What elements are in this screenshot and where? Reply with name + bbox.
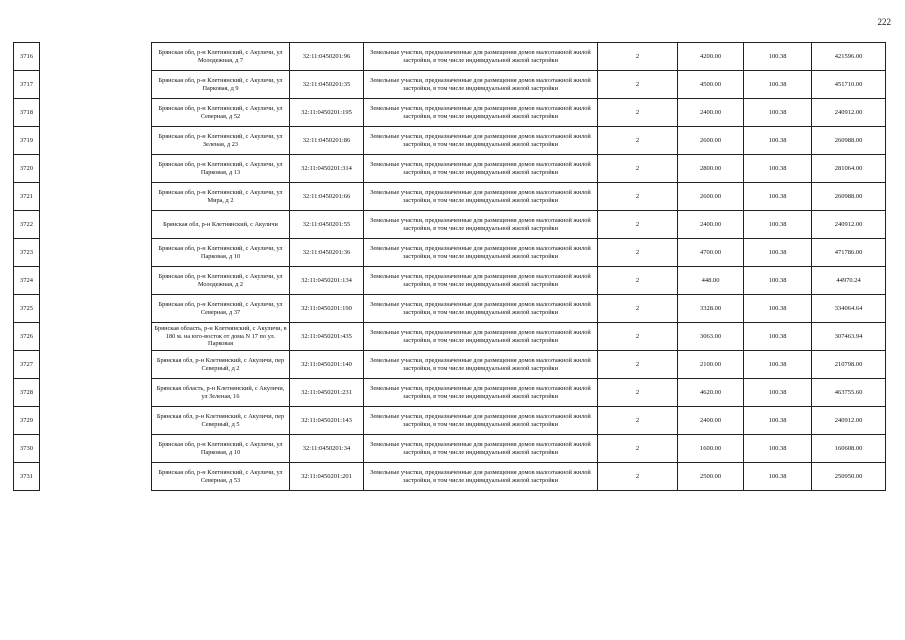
- spacer-cell: [40, 295, 152, 323]
- row-number-cell: 3720: [14, 155, 40, 183]
- group-number-cell: 2: [598, 211, 678, 239]
- spacer-cell: [40, 435, 152, 463]
- specific-value-cell: 100.38: [744, 295, 812, 323]
- row-number-cell: 3722: [14, 211, 40, 239]
- table-row: [14, 127, 886, 155]
- land-use-purpose-cell: Земельные участки, предназначенные для размещения домов малоэтажной жилой застройки, в том числе индивидуальной жилой застройки: [364, 323, 598, 351]
- land-use-purpose-cell: Земельные участки, предназначенные для размещения домов малоэтажной жилой застройки, в том числе индивидуальной жилой застройки: [364, 267, 598, 295]
- cadastral-number-cell: 32:11:0450201:96: [290, 43, 364, 71]
- area-cell: 448.00: [678, 267, 744, 295]
- row-number-cell: 3719: [14, 127, 40, 155]
- cadastral-number-cell: 32:11:0450201:86: [290, 127, 364, 155]
- land-use-purpose-cell: Земельные участки, предназначенные для размещения домов малоэтажной жилой застройки, в том числе индивидуальной жилой застройки: [364, 155, 598, 183]
- land-use-purpose-cell: Земельные участки, предназначенные для размещения домов малоэтажной жилой застройки, в том числе индивидуальной жилой застройки: [364, 127, 598, 155]
- land-use-purpose-cell: Земельные участки, предназначенные для размещения домов малоэтажной жилой застройки, в том числе индивидуальной жилой застройки: [364, 463, 598, 491]
- area-cell: 4500.00: [678, 71, 744, 99]
- table-row: [14, 71, 886, 99]
- group-number-cell: 2: [598, 43, 678, 71]
- cadastral-number-cell: 32:11:0450201:140: [290, 351, 364, 379]
- spacer-cell: [40, 463, 152, 491]
- group-number-cell: 2: [598, 155, 678, 183]
- land-use-purpose-cell: Земельные участки, предназначенные для размещения домов малоэтажной жилой застройки, в том числе индивидуальной жилой застройки: [364, 351, 598, 379]
- land-use-purpose-cell: Земельные участки, предназначенные для размещения домов малоэтажной жилой застройки, в том числе индивидуальной жилой застройки: [364, 407, 598, 435]
- specific-value-cell: 100.38: [744, 267, 812, 295]
- spacer-cell: [40, 155, 152, 183]
- specific-value-cell: 100.38: [744, 43, 812, 71]
- row-number-cell: 3716: [14, 43, 40, 71]
- address-cell: Брянская обл, р-н Клетнянский, с Акуличи, ул Мира, д 2: [152, 183, 290, 211]
- group-number-cell: 2: [598, 99, 678, 127]
- address-cell: Брянская обл, р-н Клетнянский, с Акуличи, ул Северная, д 52: [152, 99, 290, 127]
- cadastral-number-cell: 32:11:0450201:314: [290, 155, 364, 183]
- cadastral-value-cell: 281064.00: [812, 155, 886, 183]
- area-cell: 2500.00: [678, 463, 744, 491]
- address-cell: Брянская обл, р-н Клетнянский, с Акуличи, пер Северный, д 2: [152, 351, 290, 379]
- spacer-cell: [40, 127, 152, 155]
- cadastral-value-cell: 307463.94: [812, 323, 886, 351]
- area-cell: 4700.00: [678, 239, 744, 267]
- specific-value-cell: 100.38: [744, 71, 812, 99]
- cadastral-number-cell: 32:11:0450201:55: [290, 211, 364, 239]
- row-number-cell: 3730: [14, 435, 40, 463]
- land-register-sheet: [13, 42, 885, 491]
- area-cell: 1600.00: [678, 435, 744, 463]
- land-use-purpose-cell: Земельные участки, предназначенные для размещения домов малоэтажной жилой застройки, в том числе индивидуальной жилой застройки: [364, 379, 598, 407]
- group-number-cell: 2: [598, 435, 678, 463]
- land-use-purpose-cell: Земельные участки, предназначенные для размещения домов малоэтажной жилой застройки, в том числе индивидуальной жилой застройки: [364, 295, 598, 323]
- land-use-purpose-cell: Земельные участки, предназначенные для размещения домов малоэтажной жилой застройки, в том числе индивидуальной жилой застройки: [364, 183, 598, 211]
- cadastral-value-cell: 463755.60: [812, 379, 886, 407]
- cadastral-number-cell: 32:11:0450201:36: [290, 239, 364, 267]
- cadastral-number-cell: 32:11:0450201:66: [290, 183, 364, 211]
- specific-value-cell: 100.38: [744, 323, 812, 351]
- table-row: [14, 351, 886, 379]
- spacer-cell: [40, 407, 152, 435]
- page-number: 222: [877, 17, 891, 27]
- cadastral-number-cell: 32:11:0450201:231: [290, 379, 364, 407]
- spacer-cell: [40, 239, 152, 267]
- group-number-cell: 2: [598, 379, 678, 407]
- group-number-cell: 2: [598, 267, 678, 295]
- table-row: [14, 211, 886, 239]
- table-row: [14, 99, 886, 127]
- cadastral-value-cell: 260988.00: [812, 127, 886, 155]
- group-number-cell: 2: [598, 407, 678, 435]
- group-number-cell: 2: [598, 323, 678, 351]
- cadastral-value-cell: 250950.00: [812, 463, 886, 491]
- area-cell: 4620.00: [678, 379, 744, 407]
- row-number-cell: 3723: [14, 239, 40, 267]
- cadastral-number-cell: 32:11:0450201:143: [290, 407, 364, 435]
- group-number-cell: 2: [598, 351, 678, 379]
- cadastral-value-cell: 160608.00: [812, 435, 886, 463]
- spacer-cell: [40, 43, 152, 71]
- area-cell: 2100.00: [678, 351, 744, 379]
- table-row: [14, 43, 886, 71]
- cadastral-number-cell: 32:11:0450201:201: [290, 463, 364, 491]
- address-cell: Брянская обл, р-н Клетнянский, с Акуличи, ул Парковая, д 13: [152, 155, 290, 183]
- table-row: [14, 239, 886, 267]
- specific-value-cell: 100.38: [744, 155, 812, 183]
- land-register-table: [13, 42, 886, 491]
- row-number-cell: 3729: [14, 407, 40, 435]
- address-cell: Брянская обл, р-н Клетнянский, с Акуличи, ул Молодежная, д 7: [152, 43, 290, 71]
- spacer-cell: [40, 351, 152, 379]
- address-cell: Брянская обл, р-н Клетнянский, с Акуличи, ул Молодежная, д 2: [152, 267, 290, 295]
- cadastral-value-cell: 260988.00: [812, 183, 886, 211]
- specific-value-cell: 100.38: [744, 239, 812, 267]
- table-row: [14, 323, 886, 351]
- cadastral-value-cell: 240912.00: [812, 211, 886, 239]
- address-cell: Брянская область, р-н Клетнянский, с Акуличи, ул Зеленая, 16: [152, 379, 290, 407]
- specific-value-cell: 100.38: [744, 351, 812, 379]
- area-cell: 4200.00: [678, 43, 744, 71]
- cadastral-value-cell: 471786.00: [812, 239, 886, 267]
- spacer-cell: [40, 183, 152, 211]
- row-number-cell: 3718: [14, 99, 40, 127]
- row-number-cell: 3717: [14, 71, 40, 99]
- row-number-cell: 3726: [14, 323, 40, 351]
- area-cell: 2800.00: [678, 155, 744, 183]
- specific-value-cell: 100.38: [744, 463, 812, 491]
- cadastral-value-cell: 44970.24: [812, 267, 886, 295]
- area-cell: 2400.00: [678, 211, 744, 239]
- land-use-purpose-cell: Земельные участки, предназначенные для размещения домов малоэтажной жилой застройки, в том числе индивидуальной жилой застройки: [364, 99, 598, 127]
- table-row: [14, 155, 886, 183]
- spacer-cell: [40, 379, 152, 407]
- spacer-cell: [40, 323, 152, 351]
- group-number-cell: 2: [598, 127, 678, 155]
- group-number-cell: 2: [598, 183, 678, 211]
- land-use-purpose-cell: Земельные участки, предназначенные для размещения домов малоэтажной жилой застройки, в том числе индивидуальной жилой застройки: [364, 71, 598, 99]
- table-row: [14, 407, 886, 435]
- specific-value-cell: 100.38: [744, 127, 812, 155]
- specific-value-cell: 100.38: [744, 407, 812, 435]
- land-use-purpose-cell: Земельные участки, предназначенные для размещения домов малоэтажной жилой застройки, в том числе индивидуальной жилой застройки: [364, 211, 598, 239]
- cadastral-value-cell: 240912.00: [812, 99, 886, 127]
- table-row: [14, 463, 886, 491]
- address-cell: Брянская обл, р-н Клетнянский, с Акуличи, ул Северная, д 53: [152, 463, 290, 491]
- group-number-cell: 2: [598, 71, 678, 99]
- address-cell: Брянская обл, р-н Клетнянский, с Акуличи, пер Северный, д 5: [152, 407, 290, 435]
- cadastral-value-cell: 240912.00: [812, 407, 886, 435]
- table-row: [14, 183, 886, 211]
- address-cell: Брянская обл, р-н Клетнянский, с Акуличи, ул Зеленая, д 23: [152, 127, 290, 155]
- spacer-cell: [40, 71, 152, 99]
- cadastral-number-cell: 32:11:0450201:435: [290, 323, 364, 351]
- row-number-cell: 3727: [14, 351, 40, 379]
- row-number-cell: 3725: [14, 295, 40, 323]
- land-use-purpose-cell: Земельные участки, предназначенные для размещения домов малоэтажной жилой застройки, в том числе индивидуальной жилой застройки: [364, 239, 598, 267]
- address-cell: Брянская обл, р-н Клетнянский, с Акуличи, ул Парковая, д 10: [152, 435, 290, 463]
- area-cell: 3328.00: [678, 295, 744, 323]
- spacer-cell: [40, 99, 152, 127]
- cadastral-value-cell: 210798.00: [812, 351, 886, 379]
- row-number-cell: 3731: [14, 463, 40, 491]
- address-cell: Брянская обл, р-н Клетнянский, с Акуличи, ул Северная, д 37: [152, 295, 290, 323]
- group-number-cell: 2: [598, 239, 678, 267]
- address-cell: Брянская обл, р-н Клетнянский, с Акуличи, ул Парковая, д 10: [152, 239, 290, 267]
- specific-value-cell: 100.38: [744, 211, 812, 239]
- row-number-cell: 3721: [14, 183, 40, 211]
- specific-value-cell: 100.38: [744, 99, 812, 127]
- land-use-purpose-cell: Земельные участки, предназначенные для размещения домов малоэтажной жилой застройки, в том числе индивидуальной жилой застройки: [364, 435, 598, 463]
- area-cell: 3063.00: [678, 323, 744, 351]
- table-row: [14, 435, 886, 463]
- group-number-cell: 2: [598, 295, 678, 323]
- address-cell: Брянская обл, р-н Клетнянский, с Акуличи: [152, 211, 290, 239]
- area-cell: 2600.00: [678, 127, 744, 155]
- spacer-cell: [40, 267, 152, 295]
- area-cell: 2400.00: [678, 99, 744, 127]
- specific-value-cell: 100.38: [744, 379, 812, 407]
- row-number-cell: 3728: [14, 379, 40, 407]
- address-cell: Брянская обл, р-н Клетнянский, с Акуличи, ул Парковая, д 9: [152, 71, 290, 99]
- specific-value-cell: 100.38: [744, 435, 812, 463]
- group-number-cell: 2: [598, 463, 678, 491]
- table-row: [14, 295, 886, 323]
- table-row: [14, 379, 886, 407]
- row-number-cell: 3724: [14, 267, 40, 295]
- cadastral-number-cell: 32:11:0450201:35: [290, 71, 364, 99]
- cadastral-number-cell: 32:11:0450201:195: [290, 99, 364, 127]
- cadastral-number-cell: 32:11:0450201:190: [290, 295, 364, 323]
- cadastral-value-cell: 334064.64: [812, 295, 886, 323]
- register-rows: [14, 43, 886, 491]
- spacer-cell: [40, 211, 152, 239]
- cadastral-number-cell: 32:11:0450201:34: [290, 435, 364, 463]
- land-use-purpose-cell: Земельные участки, предназначенные для размещения домов малоэтажной жилой застройки, в том числе индивидуальной жилой застройки: [364, 43, 598, 71]
- cadastral-value-cell: 451710.00: [812, 71, 886, 99]
- cadastral-value-cell: 421596.00: [812, 43, 886, 71]
- address-cell: Брянская область, р-н Клетнянский, с Акуличи, в 180 м. на юго-восток от дома N 17 по ул. Парковая: [152, 323, 290, 351]
- area-cell: 2600.00: [678, 183, 744, 211]
- area-cell: 2400.00: [678, 407, 744, 435]
- cadastral-number-cell: 32:11:0450201:134: [290, 267, 364, 295]
- table-row: [14, 267, 886, 295]
- specific-value-cell: 100.38: [744, 183, 812, 211]
